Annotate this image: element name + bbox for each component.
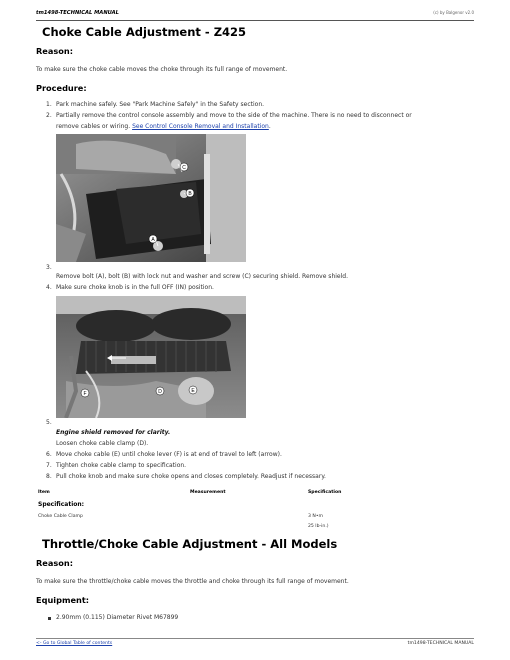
engine-photo-1 (56, 134, 246, 262)
console-removal-link[interactable]: See Control Console Removal and Installation (132, 123, 269, 130)
engine-photo-2-drawing (56, 296, 246, 418)
photo-caption: Engine shield removed for clarity. (56, 429, 171, 436)
spec-heading: Specification: (38, 501, 85, 508)
step-3: Remove bolt (A), bolt (B) with lock nut and washer and screw (C) securing shield. Remove shield. (56, 273, 348, 280)
section-title-throttle: Throttle/Choke Cable Adjustment - All Models (42, 537, 338, 551)
step-6: Move choke cable (E) until choke lever (F) is at end of travel to left (arrow). (56, 451, 282, 458)
footer-divider (36, 638, 474, 639)
step-number: 6. (46, 451, 52, 458)
callout-e (189, 386, 197, 394)
step-2-line2: remove cables or wiring. See Control Console Removal and Installation. (56, 123, 271, 130)
reason-text-2: To make sure the throttle/choke cable moves the throttle and choke through its full range of movement. (36, 578, 349, 585)
col-measurement-header: Measurement (190, 490, 226, 495)
spec-item: Choke Cable Clamp (38, 514, 83, 519)
page-header (36, 10, 474, 21)
spec-value-2: 25 lb-in.) (308, 524, 329, 529)
svg-text:C: C (182, 165, 186, 171)
step-number: 7. (46, 462, 52, 469)
step-number: 4. (46, 284, 52, 291)
step-4: Make sure choke knob is in the full OFF (IN) position. (56, 284, 214, 291)
step-2-text: remove cables or wiring. (56, 123, 131, 130)
col-item-header: Item (38, 490, 50, 495)
step-number: 8. (46, 473, 52, 480)
svg-text:F: F (83, 391, 87, 397)
svg-text:B: B (188, 191, 192, 197)
manual-title: tm1498-TECHNICAL MANUAL (36, 10, 119, 16)
header-credit: (c) by Balgenor v2.0 (433, 10, 474, 15)
step-number: 3. (46, 264, 52, 271)
step-2-line1: Partially remove the control console assembly and move to the side of the machine. There is no need to disconnect or (56, 112, 412, 119)
callout-b (186, 189, 194, 197)
reason-text: To make sure the choke cable moves the choke through its full range of movement. (36, 66, 288, 73)
spec-value-1: 3 N•m (308, 514, 324, 519)
step-5: Loosen choke cable clamp (D). (56, 440, 149, 447)
procedure-heading: Procedure: (36, 83, 87, 93)
engine-photo-2 (56, 296, 246, 418)
reason-heading: Reason: (36, 46, 73, 56)
svg-text:D: D (158, 389, 162, 395)
equipment-item: 2.90mm (0.115) Diameter Rivet M67899 (56, 614, 179, 621)
engine-photo-1-drawing (56, 134, 246, 262)
step-8: Pull choke knob and make sure choke opens and closes completely. Readjust if necessary. (56, 473, 326, 480)
toc-link[interactable]: <- Go to Global Table of contents (36, 641, 113, 646)
step-number: 5. (46, 419, 52, 426)
callout-a (149, 235, 157, 243)
footer-manual: tm1498-TECHNICAL MANUAL (407, 641, 474, 646)
bullet-icon (48, 617, 51, 620)
callout-c (180, 163, 188, 171)
reason-heading-2: Reason: (36, 558, 73, 568)
step-1: Park machine safely. See "Park Machine Safely" in the Safety section. (56, 101, 265, 108)
step-7: Tighten choke cable clamp to specification. (56, 462, 187, 469)
svg-text:E: E (191, 388, 195, 394)
svg-text:A: A (151, 237, 155, 243)
section-title-choke: Choke Cable Adjustment - Z425 (42, 25, 247, 39)
callout-f (81, 389, 89, 397)
equipment-heading: Equipment: (36, 595, 90, 605)
callout-d (156, 387, 164, 395)
step-number: 2. (46, 112, 52, 119)
step-number: 1. (46, 101, 52, 108)
col-specification-header: Specification (308, 490, 342, 495)
